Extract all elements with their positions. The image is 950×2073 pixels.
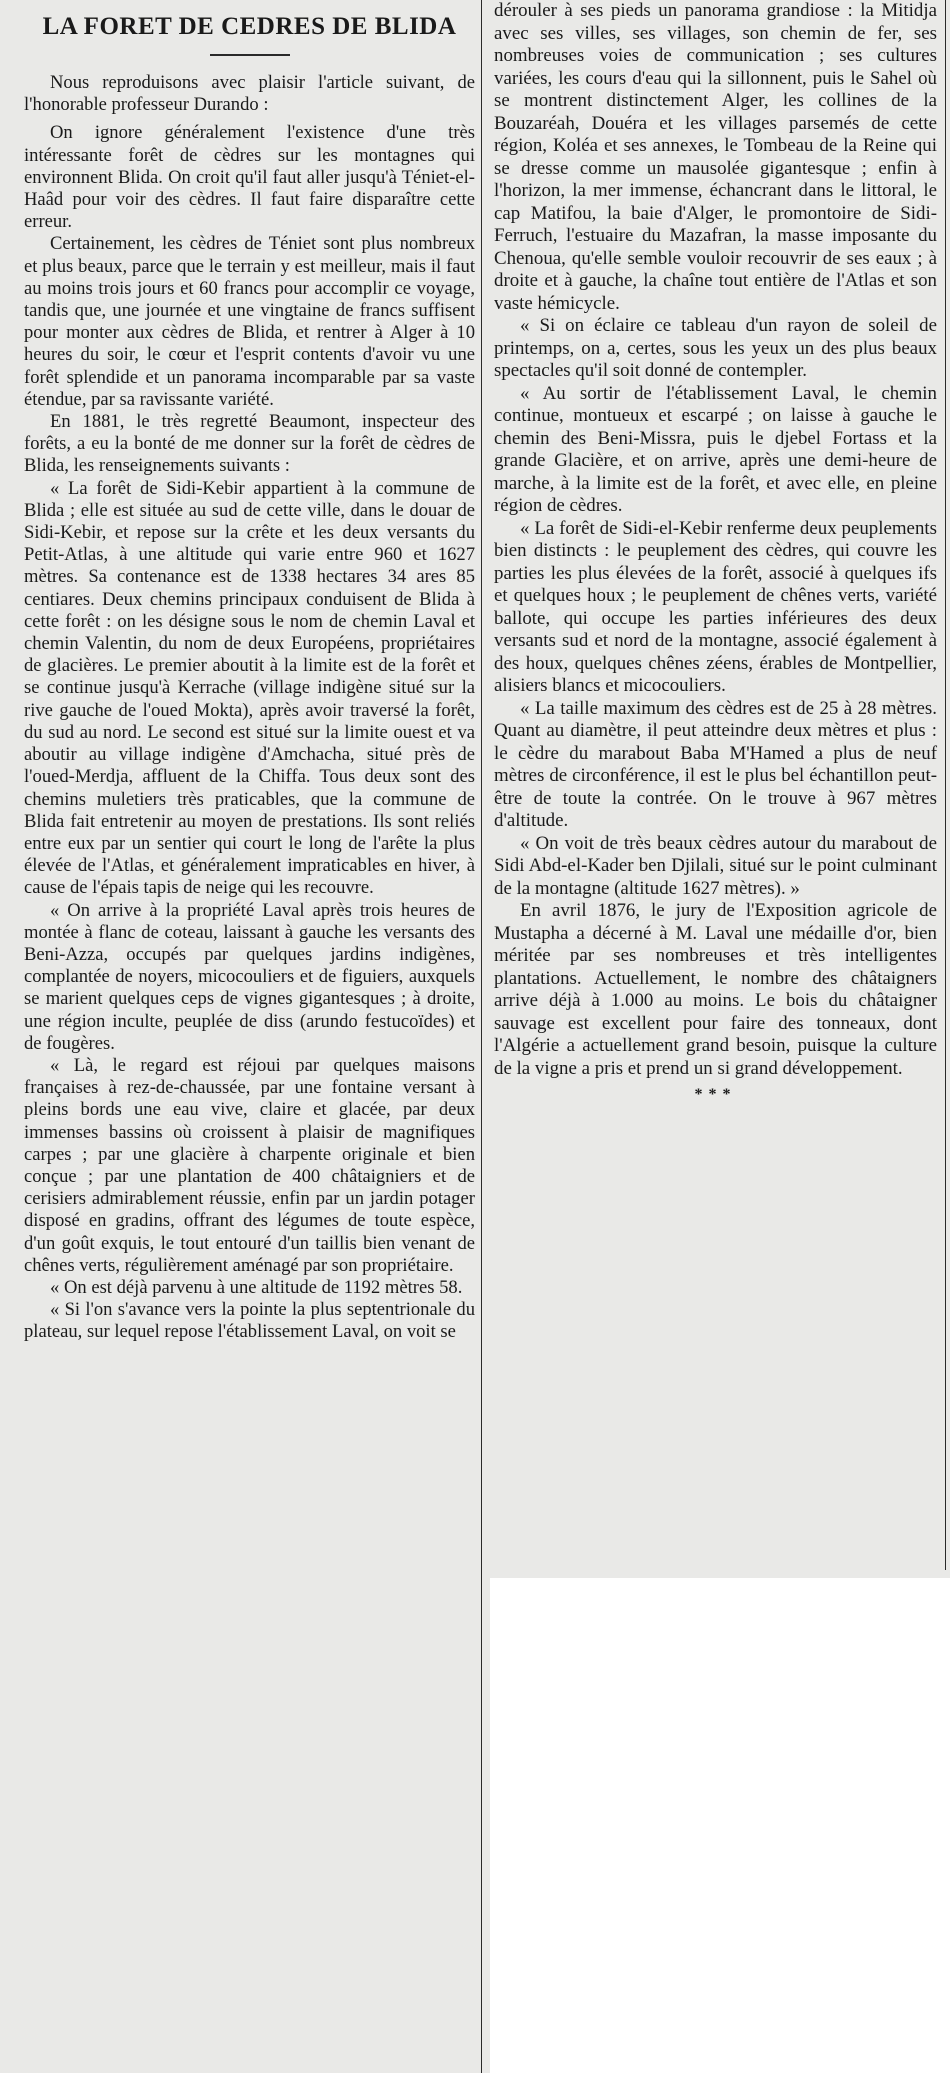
paragraph: « La taille maximum des cèdres est de 25 à 28 mètres. Quant au diamètre, il peut atteindre deux mètres et plus : le cèdre du marabout Baba M'Hamed a plus de neuf mètres de circonférence, il est le plus bel échantillon peut-être de toute la contrée. On le trouve à 967 mètres d'altitude. [494, 697, 937, 831]
paragraph: En avril 1876, le jury de l'Exposition agricole de Mustapha a décerné à M. Laval une médaille d'or, bien méritée par ses nombreuses et très intelligentes plantations. Actuellement, le nombre des châtaigners arrive déjà à 1.000 au moins. Le bois du châtaigner sauvage est excellent pour faire des tonneaux, dont l'Algérie a actuellement grand besoin, puisque la culture de la vigne a pris et prend un si grand développement. [494, 900, 937, 1079]
paragraph: « Si l'on s'avance vers la pointe la plus septentrionale du plateau, sur lequel repose l'établissement Laval, on voit se [24, 1299, 475, 1343]
paragraph: On ignore généralement l'existence d'une très intéressante forêt de cèdres sur les montagnes qui environnent Blida. On croit qu'il faut aller jusqu'à Téniet-el-Haâd pour voir des cèdres. Il faut faire disparaître cette erreur. [24, 122, 475, 233]
right-column [490, 0, 946, 1570]
paragraph: « On arrive à la propriété Laval après trois heures de montée à flanc de coteau, laissant à gauche les versants des Beni-Azza, occupés par quelques jardins indigènes, complantée de noyers, micocouliers et de figuiers, auxquels se marient quelques ceps de vignes gigantesques ; à droite, une région inculte, peuplée de diss (arundo festucoïdes) et de fougères. [24, 899, 475, 1054]
paragraph: Nous reproduisons avec plaisir l'article suivant, de l'honorable professeur Durando : [24, 72, 475, 116]
end-mark: *** [694, 1086, 737, 1103]
paragraph: « On est déjà parvenu à une altitude de 1192 mètres 58. [50, 1276, 463, 1298]
right-column-body [494, 0, 937, 1080]
paragraph: Certainement, les cèdres de Téniet sont plus nombreux et plus beaux, parce que le terrain y est meilleur, mais il faut au moins trois jours et 60 francs pour accomplir ce voyage, tandis que, une journée et une vingtaine de francs suffisent pour monter aux cèdres de Blida, et rentrer à Alger à 10 heures du soir, le cœur et l'esprit contents d'avoir vu une forêt splendide et un panorama incomparable par sa vaste étendue, par sa ravissante variété. [24, 233, 475, 410]
article-title: LA FORET DE CEDRES DE BLIDA [42, 13, 457, 40]
left-column-body [24, 72, 475, 1344]
paragraph: dérouler à ses pieds un panorama grandiose : la Mitidja avec ses villes, ses villages, son chemin de fer, ses nombreuses voies de communication ; ses cultures variées, les cours d'eau qui la sillonnent, puis le Sahel où se montrent distinctement Alger, les collines de la Bouzaréah, Douéra et les villages parsemés de cette région, Koléa et ses annexes, le Tombeau de la Reine qui se dresse comme un mausolée gigantesque ; enfin à l'horizon, la mer immense, échancrant dans le littoral, le cap Matifou, la baie d'Alger, le promontoire de Sidi-Ferruch, l'estuaire du Mazafran, la masse imposante du Chenoua, qu'elle semble vouloir recouvrir de ses eaux ; à droite et à gauche, la chaîne tout entière de l'Atlas et son vaste hémicycle. [494, 0, 937, 314]
title-rule [210, 54, 290, 56]
paragraph: « Au sortir de l'établissement Laval, le chemin continue, montueux et escarpé ; on laisse à gauche le chemin des Beni-Missra, puis le djebel Fortass et la grande Glacière, et on arrive, après une demi-heure de marche, à la limite est de la forêt, et avec elle, en pleine région de cèdres. [494, 382, 937, 516]
paragraph: « Si on éclaire ce tableau d'un rayon de soleil de printemps, on a, certes, sous les yeux un des plus beaux spectacles qu'il soit donné de contempler. [494, 315, 937, 381]
paragraph: « La forêt de Sidi-el-Kebir renferme deux peuplements bien distincts : le peuplement des cèdres, qui couvre les parties les plus élevées de la forêt, associé à quelques ifs et quelques houx ; le peuplement de chênes verts, variété ballote, qui occupe les parties inférieures des deux versants sud et nord de la montagne, associé également à des houx, quelques chênes zéens, érables de Montpellier, alisiers blancs et micocouliers. [494, 517, 937, 696]
paragraph: « On voit de très beaux cèdres autour du marabout de Sidi Abd-el-Kader ben Djilali, situé sur le point culminant de la montagne (altitude 1627 mètres). » [494, 832, 937, 899]
paragraph: « La forêt de Sidi-Kebir appartient à la commune de Blida ; elle est située au sud de cette ville, dans le douar de Sidi-Kebir, et repose sur la crête et les deux versants du Petit-Atlas, à une altitude qui varie entre 960 et 1627 mètres. Sa contenance est de 1338 hectares 34 ares 85 centiares. Deux chemins principaux conduisent de Blida à cette forêt : on les désigne sous le nom de chemin Laval et chemin Valentin, du nom de deux Européens, propriétaires de glacières. Le premier aboutit à la limite est de la forêt et se continue jusqu'à Kerrache (village indigène situé sur la rive gauche de l'oued Mokta), après avoir traversé la forêt, du sud au nord. Le second est situé sur la limite ouest et va aboutir au village indigène d'Amchacha, situé près de l'oued-Merdja, affluent de la Chiffa. Tous deux sont des chemins muletiers très praticables, que la commune de Blida fait entretenir au moyen de prestations. Ils sont reliés entre eux par un sentier qui court le long de l'arête la plus élevée de l'Atlas, et généralement impraticables en hiver, à cause de l'épais tapis de neige qui les recouvre. [24, 477, 475, 899]
paragraph: « Là, le regard est réjoui par quelques maisons françaises à rez-de-chaussée, par une fontaine versant à pleins bords une eau vive, claire et glacée, par deux immenses bassins où croissent à plaisir de magnifiques carpes ; par une glacière à charpente originale et bien conçue ; par une plantation de 400 châtaigniers et de cerisiers admirablement réussie, enfin par un jardin potager disposé en gradins, offrant des légumes de toute espèce, d'un goût exquis, le tout entouré d'un taillis bien venant de chênes verts, régulièrement aménagé par son propriétaire. [24, 1054, 475, 1276]
paragraph: En 1881, le très regretté Beaumont, inspecteur des forêts, a eu la bonté de me donner sur la forêt de cèdres de Blida, les renseignements suivants : [24, 411, 475, 477]
left-column [6, 0, 482, 2073]
